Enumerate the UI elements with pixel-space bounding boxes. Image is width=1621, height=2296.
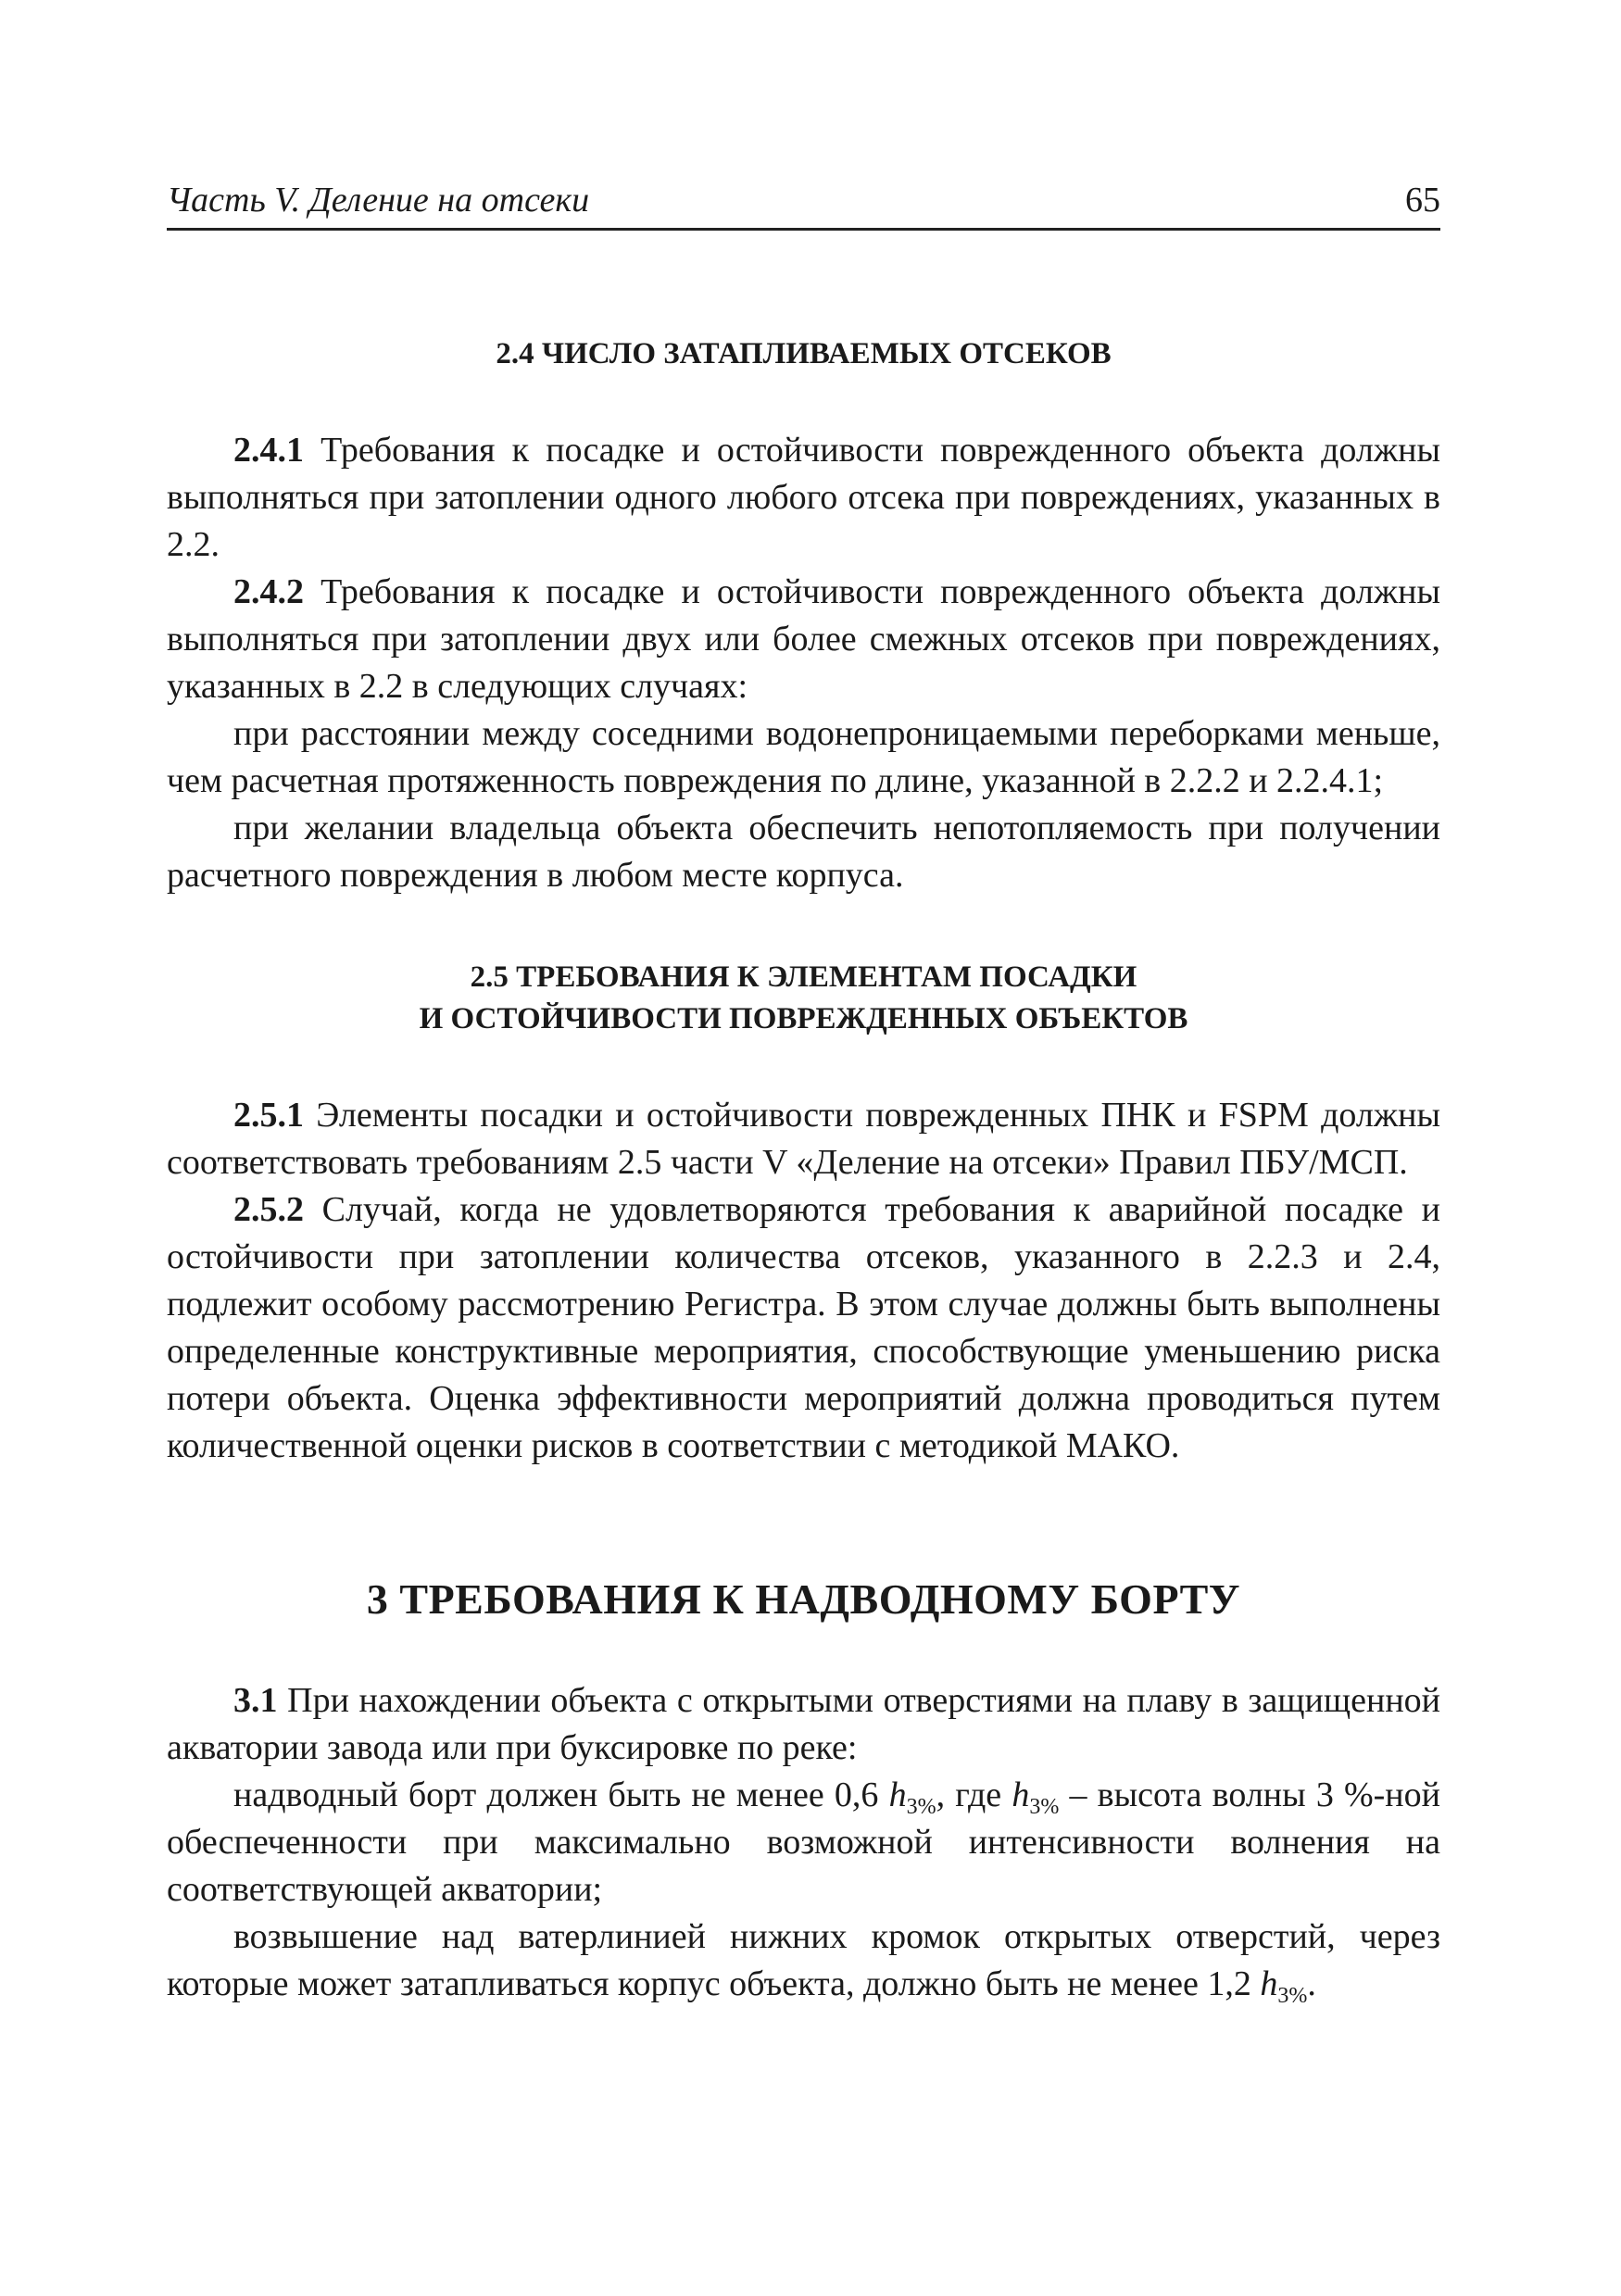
page-number: 65 bbox=[1405, 181, 1440, 220]
h-subscript: 3% bbox=[1277, 1984, 1308, 2008]
paragraph-2-4-2-case-2: при желании владельца объекта обеспечить непотопляемость при получении расчетного повреждения в любом месте корпуса. bbox=[167, 809, 1440, 895]
h-symbol: h bbox=[1012, 1775, 1030, 1814]
paragraph-2-5-2 bbox=[167, 1186, 1440, 1470]
clause-number: 2.5.1 bbox=[233, 1096, 304, 1135]
paragraph-2-4-2 bbox=[167, 569, 1440, 710]
clause-text: Требования к посадке и остойчивости поврежденного объекта должны выполняться при затоплении двух или более смежных отсеков при повреждениях, указанных в 2.2 в следующих случаях: bbox=[167, 572, 1441, 706]
h-subscript: 3% bbox=[1029, 1795, 1060, 1819]
paragraph-3-1-freeboard: надводный борт должен быть не менее 0,6 $h_{3\%}$, где $h_{3\%}$ – высота волны 3 %-ной обеспеченности при максимально возможной интенсивности волнения на соответствующей акватории; bbox=[167, 1775, 1440, 1909]
section-heading-2-4: 2.4 ЧИСЛО ЗАТАПЛИВАЕМЫХ ОТСЕКОВ bbox=[496, 337, 1112, 370]
paragraph-3-1-openings: возвышение над ватерлинией нижних кромок открытых отверстий, через которые может затапливаться корпус объекта, должно быть не менее 1,2 $h_{3\%}$. bbox=[167, 1917, 1440, 2008]
clause-text: Случай, когда не удовлетворяются требования к аварийной посадке и остойчивости при затоплении количества отсеков, указанного в 2.2.3 и 2.4, подлежит особому рассмотрению Регистра. В этом случае должны быть выполнены определенные конструктивные мероприятия, способствующие уменьшению риска потери объекта. Оценка эффективности мероприятий должна проводиться путем количественной оценки рисков в соответствии с методикой МАКО. bbox=[167, 1190, 1440, 1465]
clause-number: 3.1 bbox=[233, 1681, 278, 1720]
h-symbol: h bbox=[888, 1775, 907, 1814]
running-header bbox=[167, 176, 1440, 231]
clause-text: Элементы посадки и остойчивости поврежденных ПНК и FSPM должны соответствовать требованиям 2.5 части V «Деление на отсеки» Правил ПБУ/МСП. bbox=[167, 1096, 1440, 1182]
clause-number: 2.4.1 bbox=[233, 431, 304, 470]
running-header-title: Часть V. Деление на отсеки bbox=[167, 181, 590, 220]
paragraph-3-1 bbox=[167, 1677, 1440, 1772]
clause-number: 2.5.2 bbox=[233, 1190, 304, 1229]
paragraph-2-5-1 bbox=[167, 1092, 1440, 1186]
section-heading-2-5-line-2: И ОСТОЙЧИВОСТИ ПОВРЕЖДЕННЫХ ОБЪЕКТОВ bbox=[419, 1002, 1188, 1035]
chapter-heading-3: 3 ТРЕБОВАНИЯ К НАДВОДНОМУ БОРТУ bbox=[366, 1575, 1241, 1623]
clause-text: Требования к посадке и остойчивости поврежденного объекта должны выполняться при затоплении одного любого отсека при повреждениях, указанных в 2.2. bbox=[167, 431, 1441, 564]
clause-text: При нахождении объекта с открытыми отверстиями на плаву в защищенной акватории завода или при буксировке по реке: bbox=[167, 1681, 1440, 1767]
h-subscript: 3% bbox=[906, 1795, 936, 1819]
paragraph-2-4-1 bbox=[167, 427, 1440, 569]
page-body bbox=[167, 333, 1440, 2008]
paragraph-2-4-2-case-1: при расстоянии между соседними водонепроницаемыми переборками меньше, чем расчетная протяженность повреждения по длине, указанной в 2.2.2 и 2.2.4.1; bbox=[167, 714, 1440, 800]
section-heading-2-5-line-1: 2.5 ТРЕБОВАНИЯ К ЭЛЕМЕНТАМ ПОСАДКИ bbox=[470, 960, 1137, 994]
clause-number: 2.4.2 bbox=[233, 572, 304, 611]
h-symbol: h bbox=[1260, 1964, 1278, 2003]
